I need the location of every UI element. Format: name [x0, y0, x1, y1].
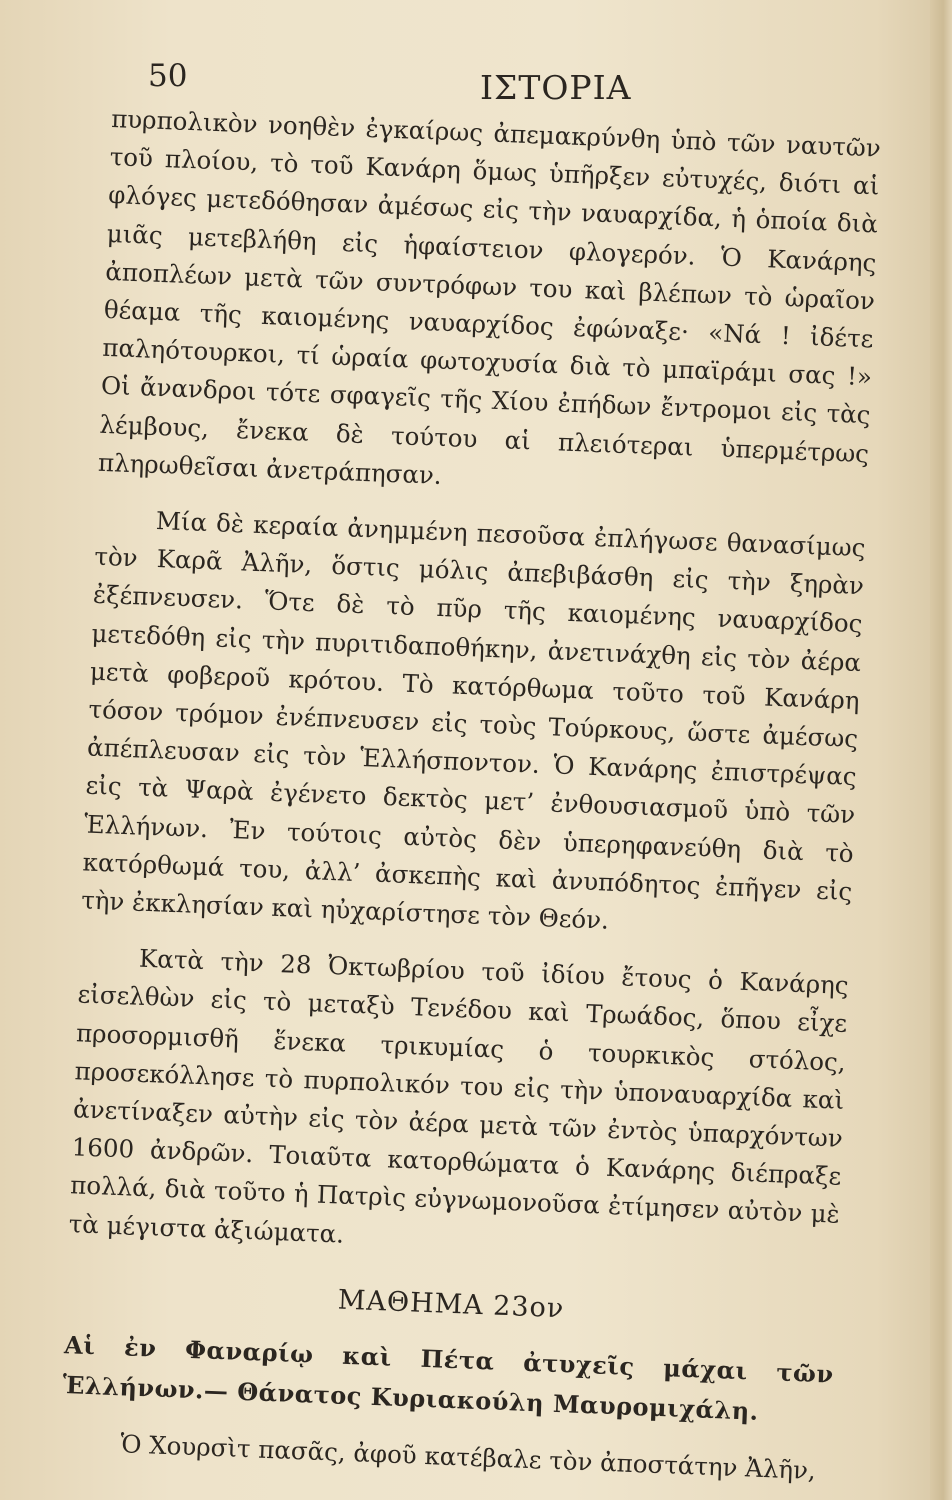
- lesson-heading: ΜΑΘΗΜΑ 23ον: [337, 1284, 565, 1325]
- page-number: 50: [148, 58, 188, 94]
- paragraph-2: Μία δὲ κεραία ἀνημμένη πεσοῦσα ἐπλήγωσε θανασίμως τὸν Καρᾶ Ἀλῆν, ὅστις μόλις ἀπεβιβάσθη εἰς τὴν ξηρὰν ἐξέπνευσεν. Ὅτε δὲ τὸ πῦρ τῆς καιομένης ναυαρχίδος μετεδόθη εἰς τὴν πυριτιδαποθήκην, ἀνετινάχθη εἰς τὸν ἀέρα μετὰ φοβεροῦ κρότου. Τὸ κατόρθωμα τοῦτο τοῦ Κανάρη τόσον τρόμον ἐνέπνευσεν εἰς τοὺς Τούρκους, ὥστε ἀμέσως ἀπέπλευσαν εἰς τὸν Ἑλλήσποντον. Ὁ Κανάρης ἐπιστρέψας εἰς τὰ Ψαρὰ ἐγένετο δεκτὸς μετ’ ἐνθουσιασμοῦ ὑπὸ τῶν Ἑλλήνων. Ἐν τούτοις αὐτὸς δὲν ὑπερηφανεύθη διὰ τὸ κατόρθωμά του, ἀλλ’ ἀσκεπὴς καὶ ἀνυπόδητος ἐπῆγεν εἰς τὴν ἐκκλησίαν καὶ ηὐχαρίστησε τὸν Θεόν.: [80, 506, 866, 935]
- page-edge: [930, 0, 952, 1500]
- closing-line: Ὁ Χουρσὶτ πασᾶς, ἀφοῦ κατέβαλε τὸν ἀποστάτην Ἀλῆν,: [119, 1429, 817, 1486]
- page-header: [0, 0, 952, 110]
- body-text: [60, 100, 882, 1491]
- paragraph-1: πυρπολικὸν νοηθὲν ἐγκαίρως ἀπεμακρύνθη ὑπὸ τῶν ναυτῶν τοῦ πλοίου, τὸ τοῦ Κανάρη ὅμως ὑπῆρξεν εὐτυχές, διότι αἱ φλόγες μετεδόθησαν ἀμέσως εἰς τὴν ναυαρχίδα, ἡ ὁποία διὰ μιᾶς μετεβλήθη εἰς ἡφαίστειον φλογερόν. Ὁ Κανάρης ἀποπλέων μετὰ τῶν συντρόφων του καὶ βλέπων τὸ ὡραῖον θέαμα τῆς καιομένης ναυαρχίδος ἐφώναξε· «Νά ! ἰδέτε παληότουρκοι, τί ὡραία φωτοχυσία διὰ τὸ μπαϊράμι σας !» Οἱ ἄνανδροι τότε σφαγεῖς τῆς Χίου ἐπήδων ἔντρομοι εἰς τὰς λέμβους, ἔνεκα δὲ τούτου αἱ πλειότεραι ὑπερμέτρως πληρωθεῖσαι ἀνετράπησαν.: [97, 103, 882, 490]
- paragraph-3: Κατὰ τὴν 28 Ὀκτωβρίου τοῦ ἰδίου ἔτους ὁ Κανάρης εἰσελθὼν εἰς τὸ μεταξὺ Τενέδου καὶ Τρωάδος, ὅπου εἶχε προσορμισθῆ ἕνεκα τρικυμίας ὁ τουρκικὸς στόλος, προσεκόλλησε τὸ πυρπολικόν του εἰς τὴν ὑποναυαρχίδα καὶ ἀνετίναξεν αὐτὴν εἰς τὸν ἀέρα μετὰ τῶν ἐντὸς ὑπαρχόντων 1600 ἀνδρῶν. Τοιαῦτα κατορθώματα ὁ Κανάρης διέπραξε πολλά, διὰ τοῦτο ἡ Πατρὶς εὐγνωμονοῦσα ἐτίμησεν αὐτὸν μὲ τὰ μέγιστα ἀξιώματα.: [68, 943, 850, 1249]
- lesson-subtitle: Αἱ ἐν Φαναρίῳ καὶ Πέτα ἀτυχεῖς μάχαι τῶν Ἑλλήνων.— Θάνατος Κυριακούλη Μαυρομιχάλη.: [62, 1330, 835, 1426]
- running-title: ΙΣΤΟΡΙΑ: [480, 68, 632, 107]
